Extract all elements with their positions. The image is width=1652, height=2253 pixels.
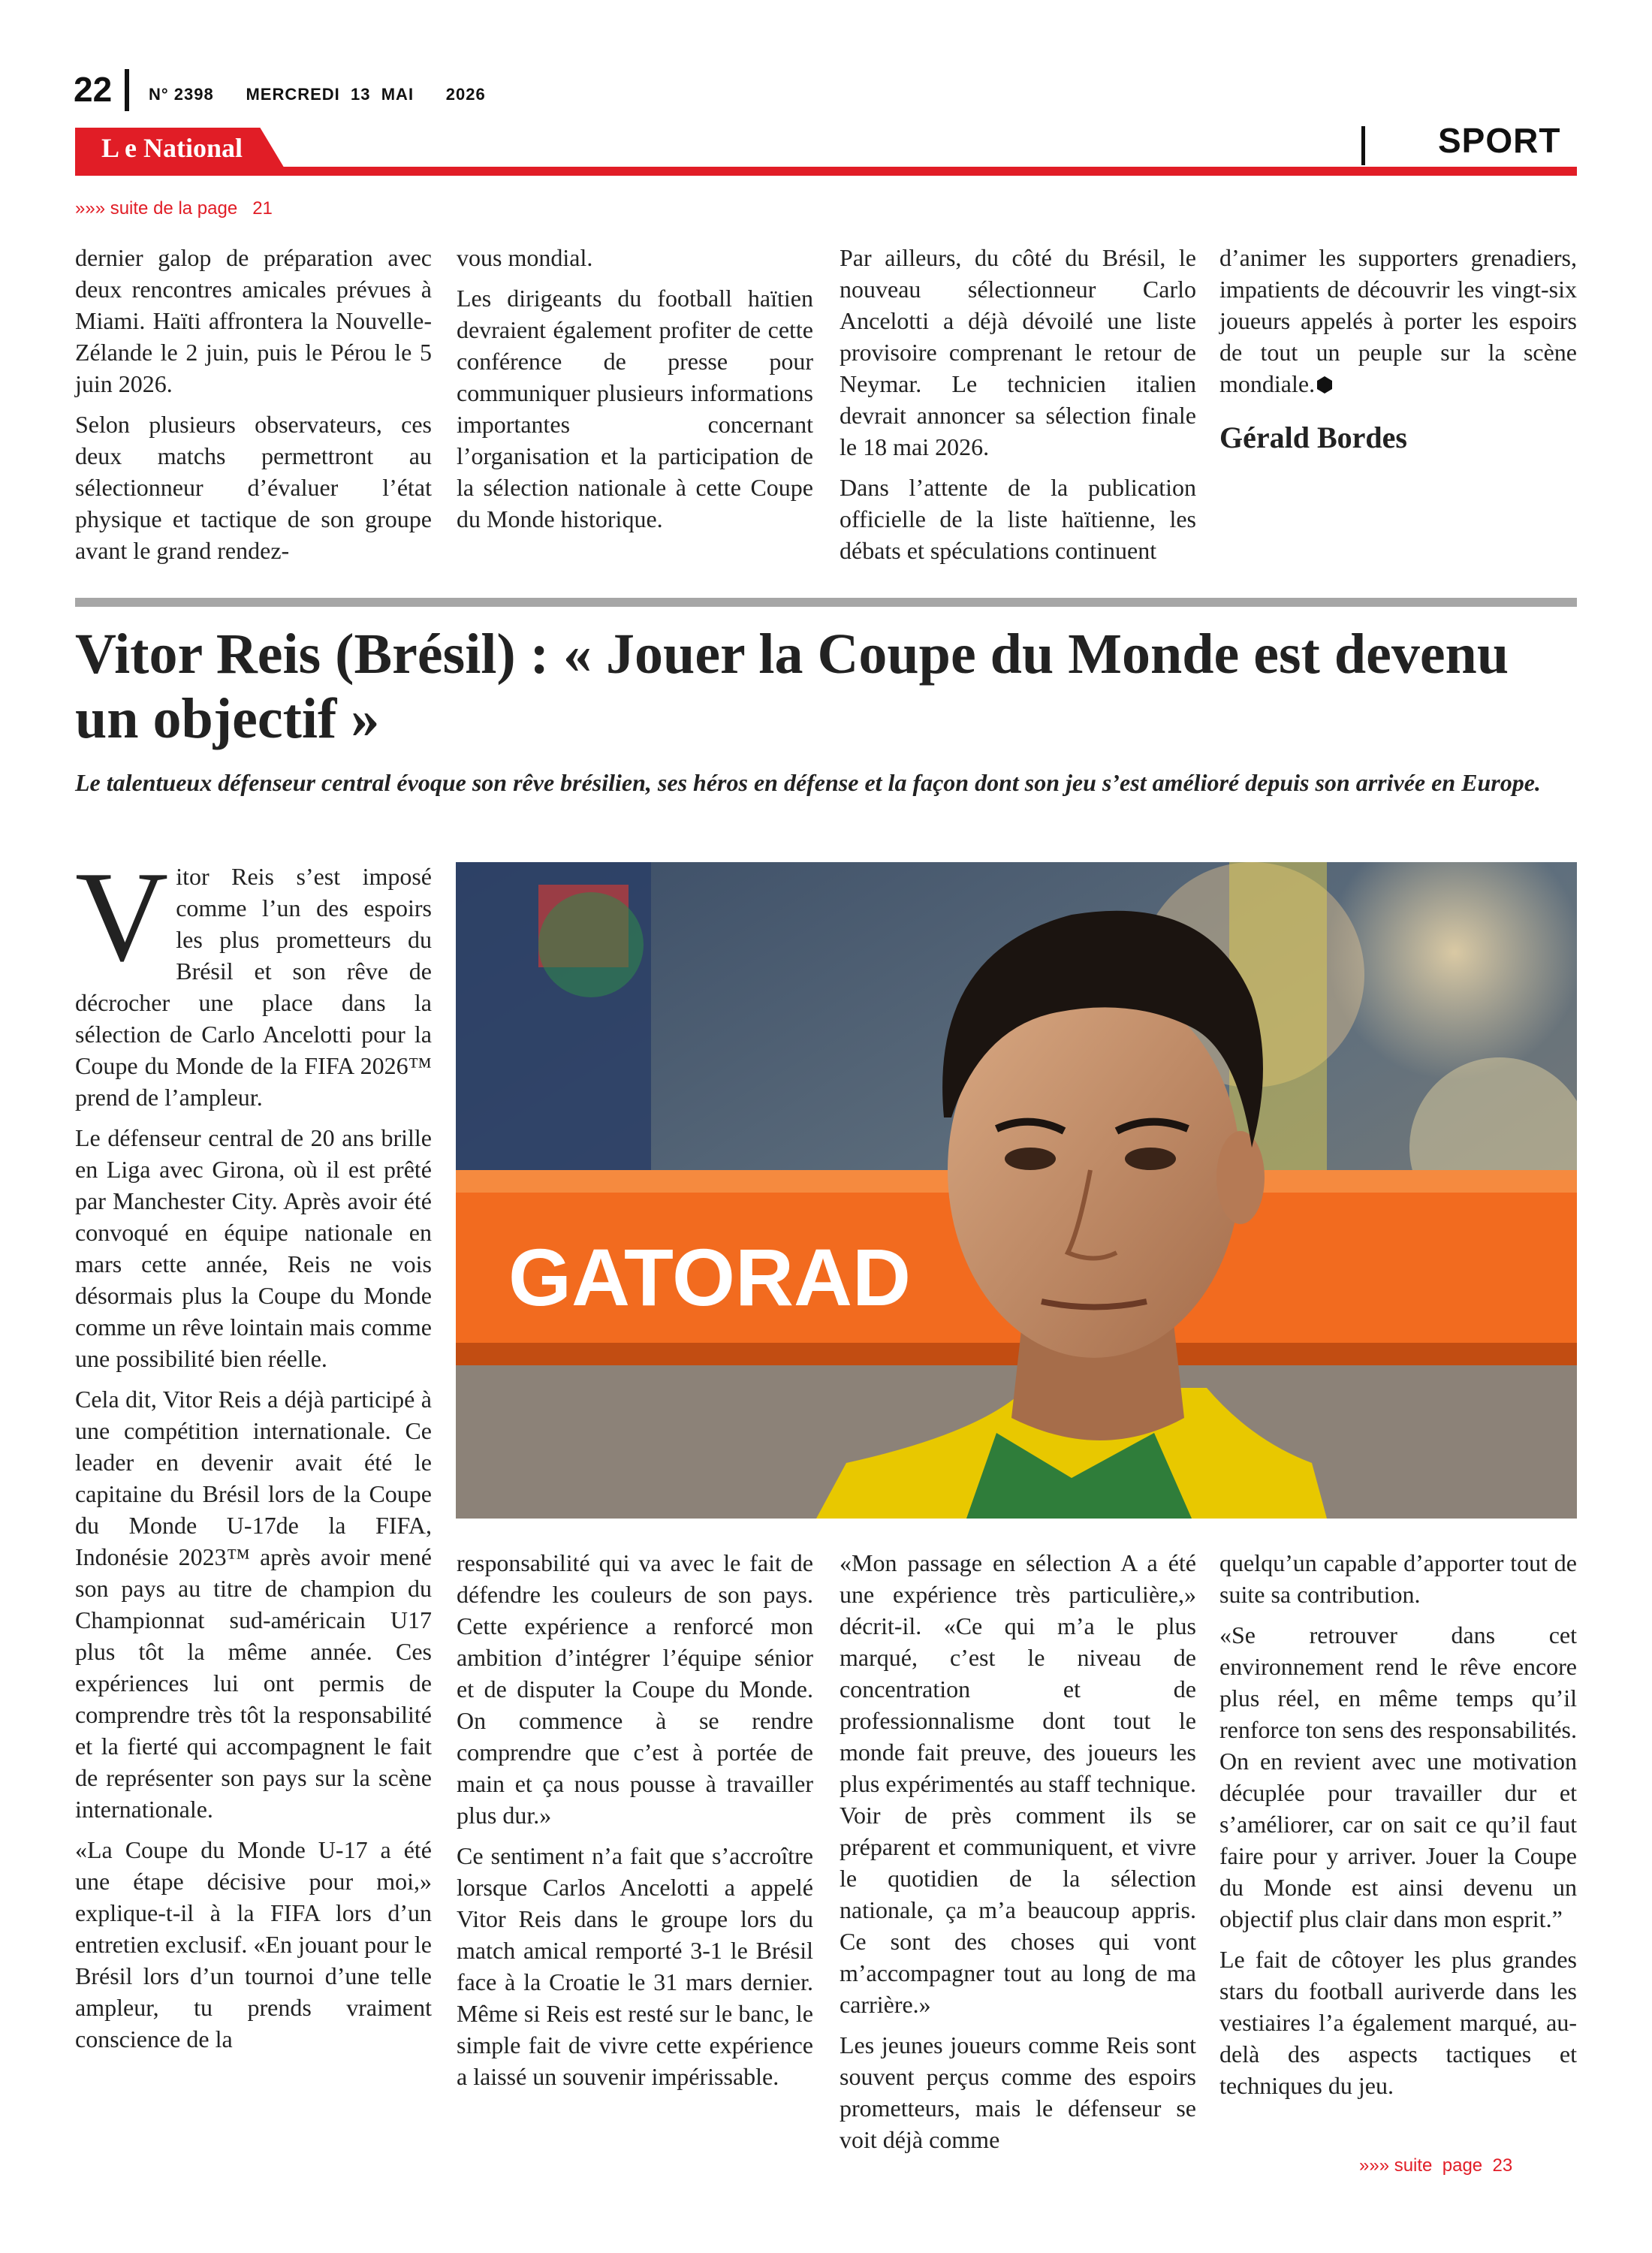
paragraph: Les jeunes joueurs comme Reis sont souvent perçus comme des espoirs prometteurs, mais le défenseur se voit déjà comme	[840, 2031, 1196, 2153]
paragraph: dernier galop de préparation avec deux rencontres amicales prévues à Miami. Haïti affrontera la Nouvelle-Zélande le 2 juin, puis le Pérou le 5 juin 2026.	[75, 244, 432, 397]
article-col-1	[75, 846, 432, 2064]
header-divider	[125, 69, 129, 111]
page-number: 22	[74, 70, 113, 109]
issue-date-line	[149, 85, 486, 104]
paragraph: Le fait de côtoyer les plus grandes stars du football auriverde dans les vestiaires l’a également marqué, au-delà des aspects tactiques et techniques du jeu.	[1219, 1946, 1577, 2099]
end-mark-icon	[1315, 375, 1334, 394]
paragraph: responsabilité qui va avec le fait de défendre les couleurs de son pays. Cette expérience a renforcé mon ambition d’intégrer l’équipe sénior et de disputer la Coupe du Monde. On commence à se rendre comprendre que c’est à portée de main et ça nous pousse à travailler plus dur.»	[457, 1549, 813, 1829]
prev-article-col-4	[1219, 242, 1577, 454]
continued-to	[1359, 2155, 1512, 2176]
paragraph: vous mondial.	[457, 244, 593, 271]
drop-cap: V	[75, 846, 169, 988]
newspaper-brand: L e National	[101, 133, 243, 163]
paragraph: Par ailleurs, du côté du Brésil, le nouveau sélectionneur Carlo Ancelotti a déjà dévoilé une liste provisoire comprenant le retour de Neymar. Le technicien italien devrait annoncer sa sélection finale le 18 mai 2026.	[840, 244, 1196, 460]
lead-paragraph	[75, 846, 432, 1113]
continued-from-label: »»» suite de la page	[75, 198, 238, 219]
article-col-4	[1219, 1547, 1577, 2110]
author-byline: Gérald Bordes	[1219, 421, 1407, 454]
section-title: SPORT	[1438, 121, 1561, 160]
article-deck: Le talentueux défenseur central évoque son rêve brésilien, ses héros en défense et la façon dont son jeu s’est amélioré depuis son arrivée en Europe.	[75, 769, 1541, 796]
paragraph: «Mon passage en sélection A a été une expérience très particulière,» décrit-il. «Ce qui m’a le plus marqué, c’est le niveau de concentration et de professionnalisme dont tout le monde fait preuve, des joueurs les plus expérimentés au staff technique. Voir de près comment ils se préparent et communiquent, et vivre le quotidien de la sélection nationale, ça m’a beaucoup appris. Ce sont des choses qui vont m’accompagner tout au long de ma carrière.»	[840, 1549, 1196, 2018]
paragraph: Le défenseur central de 20 ans brille en Liga avec Girona, où il est prêté par Manchester City. Après avoir été convoqué en équipe nationale en mars cette année, Reis ne vois désormais plus la Coupe du Monde comme un rêve lointain mais comme une possibilité bien réelle.	[75, 1124, 432, 1372]
continued-to-label: »»» suite page	[1359, 2155, 1483, 2176]
paragraph: Les dirigeants du football haïtien devraient également profiter de cette conférence de presse pour communiquer plusieurs informations importantes concernant l’organisation et la participation de la sélection nationale à cette Coupe du Monde historique.	[457, 285, 813, 532]
paragraph: Selon plusieurs observateurs, ces deux matchs permettront au sélectionneur d’évaluer l’état physique et tactique de son groupe avant le grand rendez-	[75, 411, 432, 564]
continued-from-page: 21	[252, 198, 273, 219]
prev-article-col-2	[457, 242, 813, 544]
paragraph: Cela dit, Vitor Reis a déjà participé à une compétition internationale. Ce leader en devenir avait été le capitaine du Brésil lors de la Coupe du Monde U-17de la FIFA, Indonésie 2023™ après avoir mené son pays au titre de champion du Championnat sud-américain U17 plus tôt la même année. Ces expériences lui ont permis de comprendre très tôt la responsabilité et la fierté qui accompagnent le fait de représenter son pays sur la scène internationale.	[75, 1386, 432, 1823]
paragraph: Dans l’attente de la publication officielle de la liste haïtienne, les débats et spéculations continuent	[840, 474, 1196, 564]
date-day: 13	[351, 85, 371, 104]
player-portrait-image	[456, 862, 1577, 1519]
article-headline: Vitor Reis (Brésil) : « Jouer la Coupe du Monde est devenu un objectif »	[75, 623, 1509, 750]
section-divider	[1361, 126, 1365, 165]
header-red-rule	[75, 167, 1577, 176]
paragraph: «Se retrouver dans cet environnement rend le rêve encore plus réel, en même temps qu’il renforce ton sens des responsabilités. On en revient avec une motivation décuplée pour travailler dur et s’améliorer, car on sait ce qu’il faut faire pour y arriver. Jouer la Coupe du Monde est ainsi devenu un objectif plus clair dans mon esprit.”	[1219, 1621, 1577, 1932]
date-year: 2026	[445, 85, 486, 104]
prev-article-col-1	[75, 242, 432, 575]
banner-text: GATORAD	[508, 1232, 911, 1323]
continued-to-page: 23	[1492, 2155, 1513, 2176]
prev-article-col-3	[840, 242, 1196, 575]
article-col-3	[840, 1547, 1196, 2164]
player-photo	[456, 862, 1577, 1519]
date-month: MAI	[381, 85, 415, 104]
article-col-2	[457, 1547, 813, 2101]
weekday: MERCREDI	[246, 85, 340, 104]
paragraph: quelqu’un capable d’apporter tout de suite sa contribution.	[1219, 1549, 1577, 1608]
paragraph	[1219, 242, 1577, 400]
paragraph: Ce sentiment n’a fait que s’accroître lorsque Carlos Ancelotti a appelé Vitor Reis dans le groupe lors du match amical remporté 3-1 le Brésil face à la Croatie le 31 mars dernier. Même si Reis est resté sur le banc, le simple fait de vivre cette expérience a laissé un souvenir impérissable.	[457, 1842, 813, 2090]
paragraph: «La Coupe du Monde U-17 a été une étape décisive pour moi,» explique-t-il à la FIFA lors d’un entretien exclusif. «En jouant pour le Brésil lors d’un tournoi d’une telle ampleur, tu prends vraiment conscience de la	[75, 1836, 432, 2052]
paragraph-text: d’animer les supporters grenadiers, impatients de découvrir les vingt-six joueurs appelés à porter les espoirs de tout un peuple sur la scène mondiale.	[1219, 244, 1577, 397]
article-separator	[75, 598, 1577, 607]
continued-from	[75, 198, 273, 219]
issue-number: N° 2398	[149, 85, 214, 104]
lead-paragraph-text: itor Reis s’est imposé comme l’un des espoirs les plus prometteurs du Brésil et son rêve de décrocher une place dans la sélection de Carlo Ancelotti pour la Coupe du Monde de la FIFA 2026™ prend de l’ampleur.	[75, 863, 432, 1111]
